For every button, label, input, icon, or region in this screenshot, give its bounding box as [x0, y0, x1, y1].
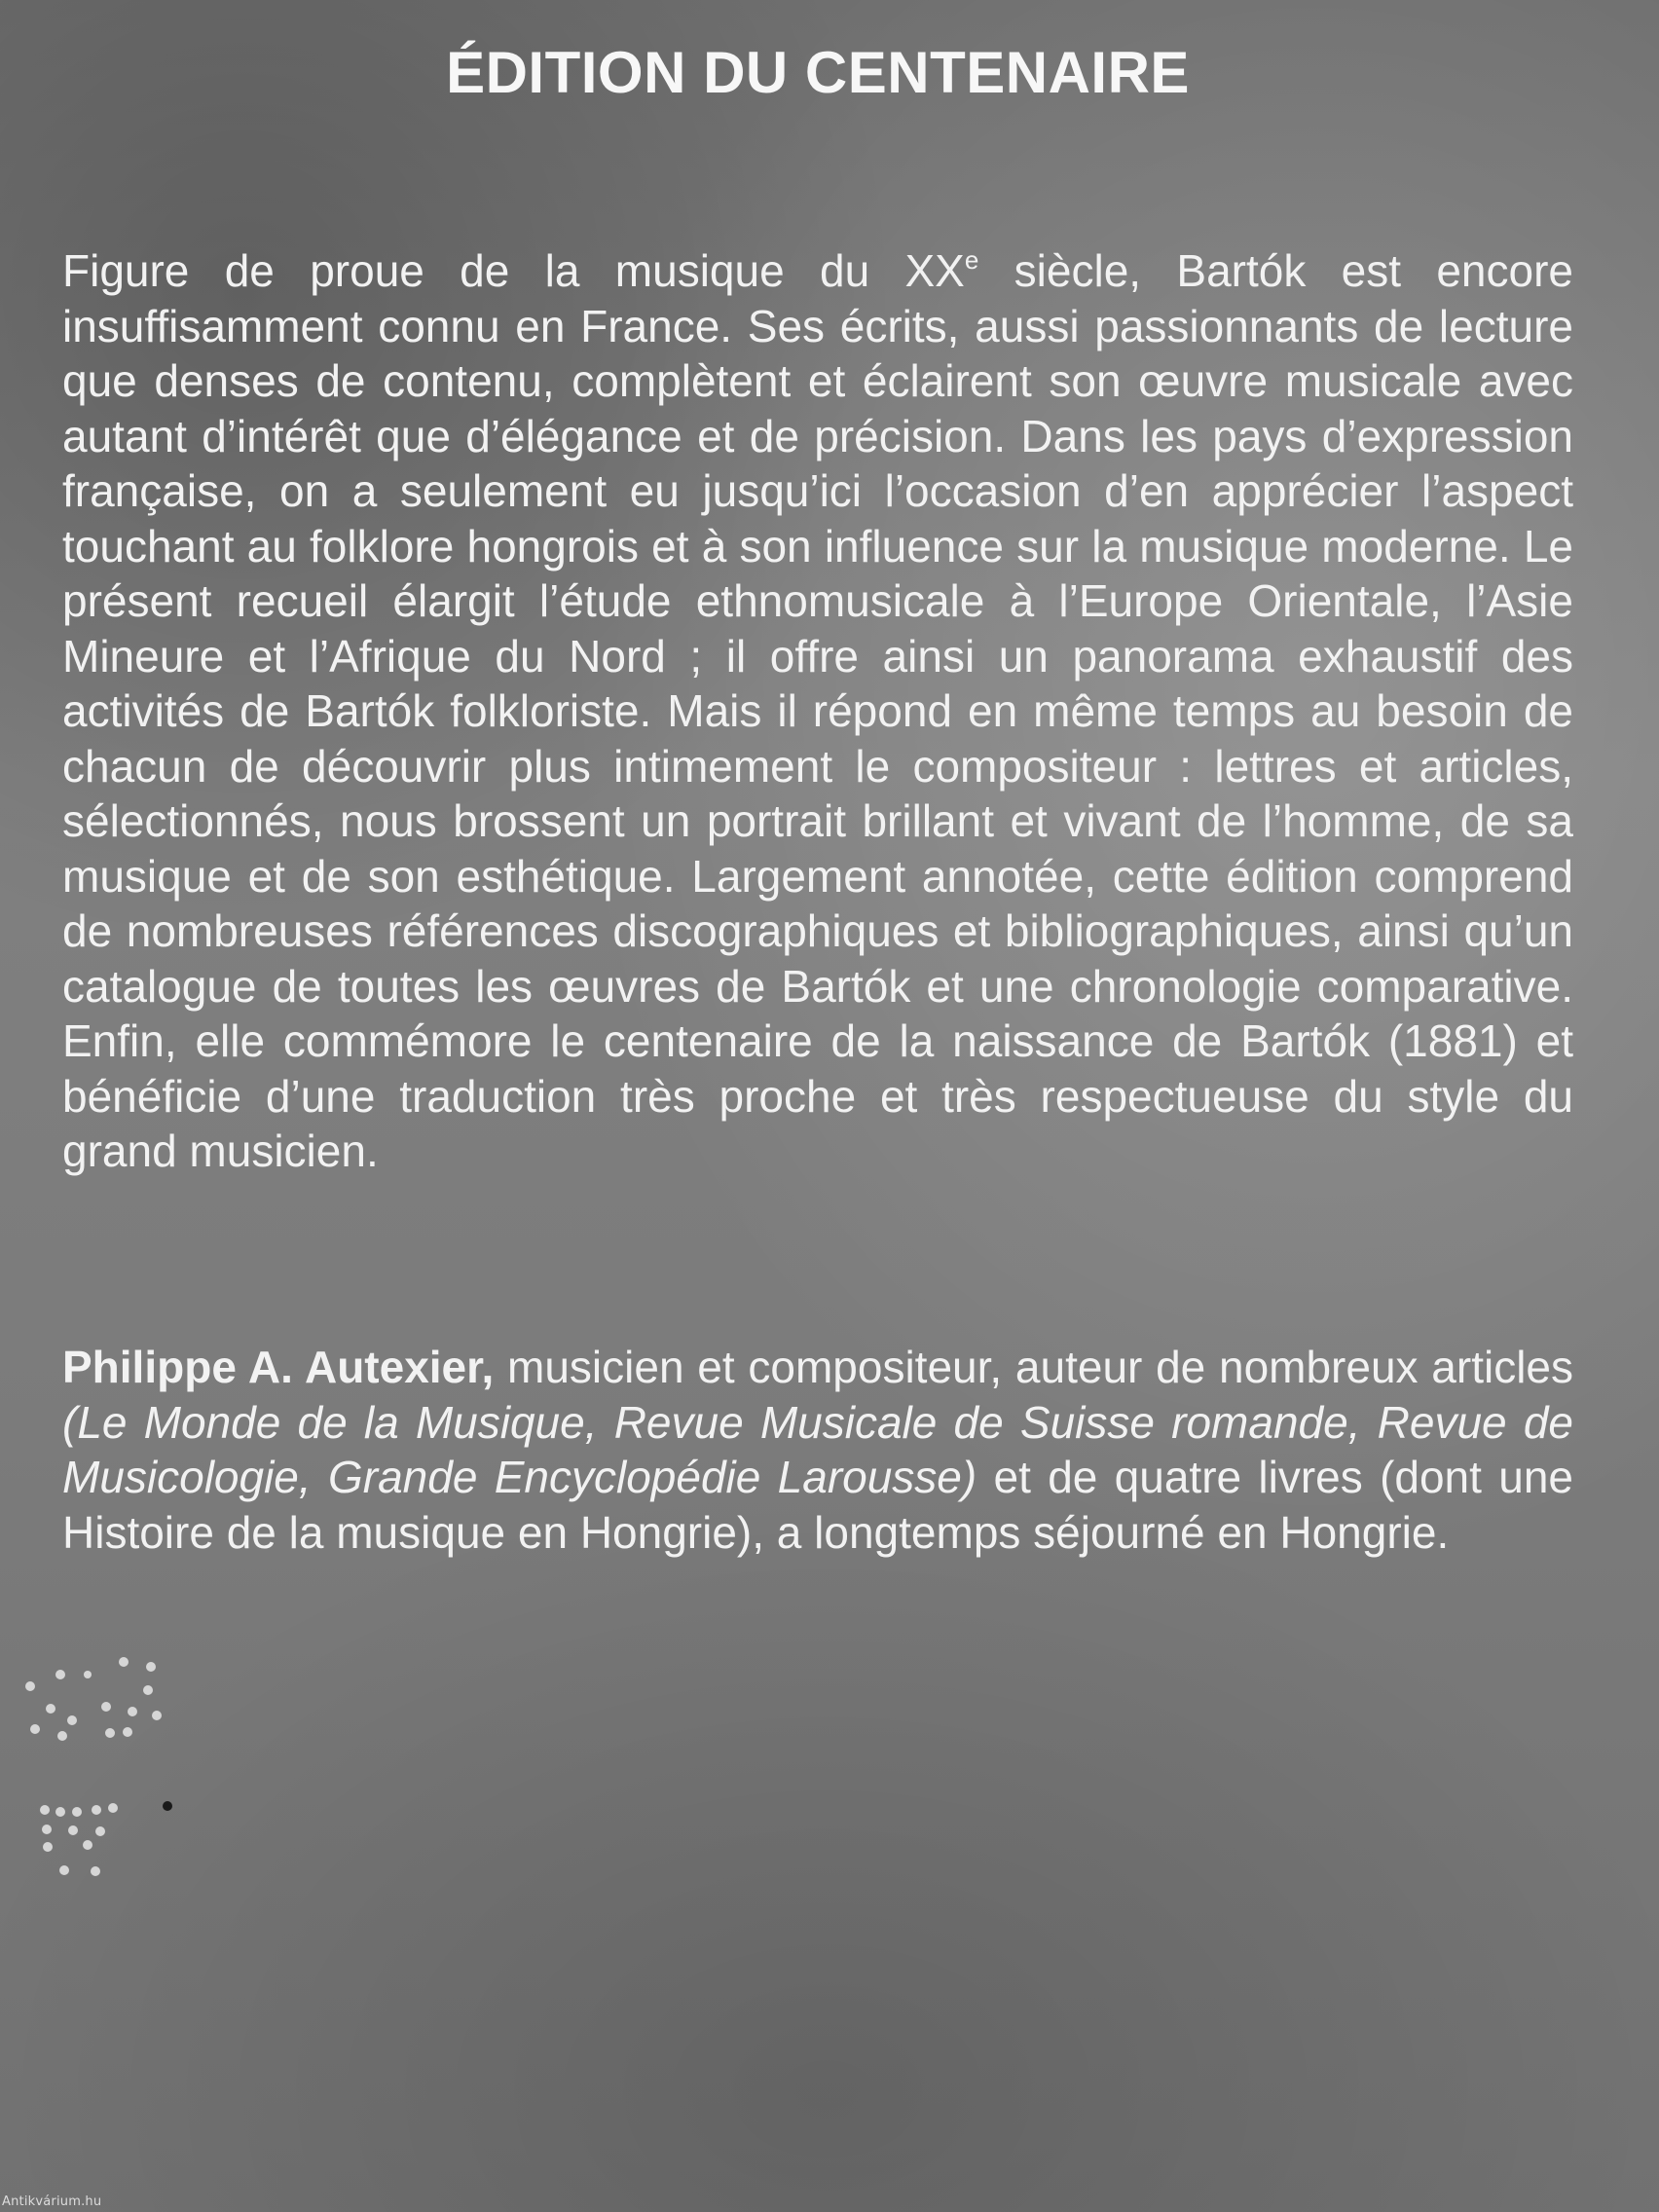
author-description: musicien et compositeur, auteur de nombreux articles	[494, 1342, 1573, 1392]
book-description	[62, 243, 1573, 1179]
author-description-rest: et de quatre livres (dont une Histoire de la musique en Hongrie), a longtemps séjourné en Hongrie.	[62, 1452, 1573, 1558]
edition-title: ÉDITION DU CENTENAIRE	[446, 40, 1190, 105]
publisher-logo-dots	[0, 1636, 214, 1889]
author-name: Philippe A. Autexier,	[62, 1342, 495, 1392]
description-text-rest: siècle, Bartók est encore insuffisamment connu en France. Ses écrits, aussi passionnants de lecture que denses de contenu, complètent et éclairent son œuvre musicale avec autant d’intérêt que d’élégance et de précision. Dans les pays d’expression française, on a seulement eu jusqu’ici l’occasion d’en apprécier l’aspect touchant au folklore hongrois et à son influence sur la musique moderne. Le présent recueil élargit l’étude ethnomusicale à l’Europe Orientale, l’Asie Mineure et l’Afrique du Nord ; il offre ainsi un panorama exhaustif des activités de Bartók folkloriste. Mais il répond en même temps au besoin de chacun de découvrir plus intimement le compositeur : lettres et articles, sélectionnés, nous brossent un portrait brillant et vivant de l’homme, de sa musique et de son esthétique. Largement annotée, cette édition comprend de nombreuses références discographiques et bibliographiques, ainsi qu’un catalogue de toutes les œuvres de Bartók et une chronologie comparative. Enfin, elle commémore le centenaire de la naissance de Bartók (1881) et bénéficie d’une traduction très proche et très respectueuse du style du grand musicien.	[62, 245, 1573, 1176]
dot-pattern-upper	[25, 1657, 162, 1741]
dot-pattern-lower	[40, 1803, 118, 1876]
dark-dot	[163, 1801, 172, 1811]
author-publications: (Le Monde de la Musique, Revue Musicale de Suisse romande, Revue de Musicologie, Grande Encyclopédie Larousse)	[62, 1396, 1573, 1502]
description-text-start: Figure de proue de la musique du XX	[62, 245, 965, 296]
author-biography	[62, 1340, 1573, 1560]
century-superscript: e	[964, 245, 979, 275]
watermark: Antikvárium.hu	[2, 2194, 102, 2209]
